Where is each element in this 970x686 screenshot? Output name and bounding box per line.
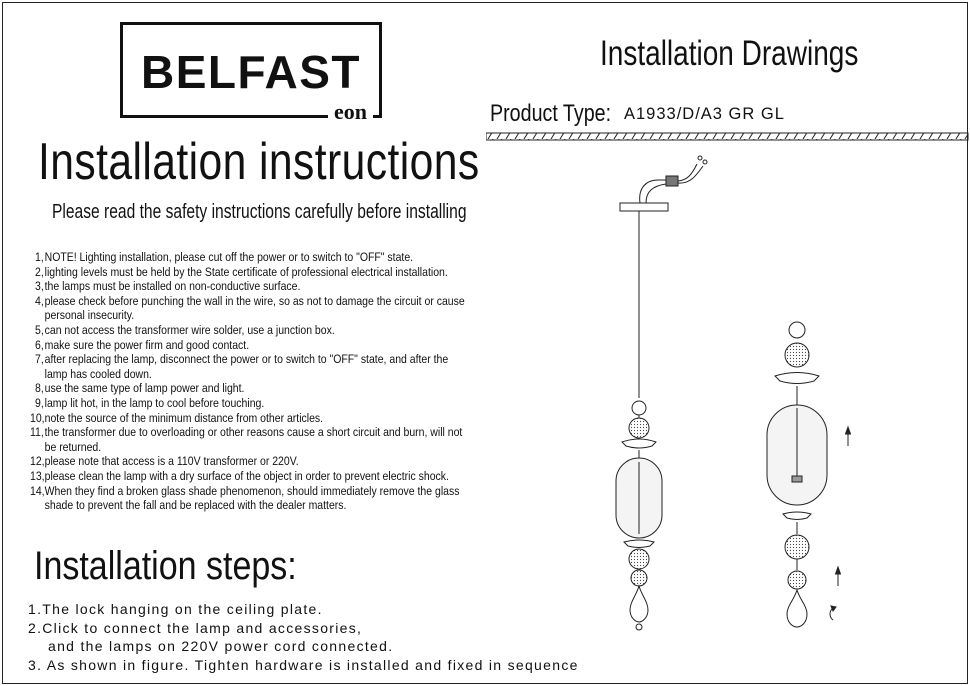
instruction-number: 14, [30,483,45,498]
instruction-item [30,279,465,294]
instruction-text: the lamps must be installed on non-conductive surface. [44,279,301,294]
instruction-number: 1, [35,250,44,264]
instruction-item [30,323,465,338]
logo-sub-wrap [328,99,373,125]
product-type [490,100,785,128]
instruction-item [30,396,465,411]
instruction-number: 10, [30,410,45,425]
instruction-text: lighting levels must be held by the State certificate of professional electrical installation. [44,264,448,279]
instruction-text: please note that access is a 110V transformer or 220V. [44,454,299,469]
page-title: Installation instructions [38,133,480,191]
instruction-item [30,250,465,265]
instruction-text: When they find a broken glass shade phenomenon, should immediately remove the glass [44,483,460,498]
instruction-text: note the source of the minimum distance from other articles. [44,410,324,425]
instruction-number: 2, [35,264,44,279]
instruction-text: make sure the power firm and good contact. [44,337,250,352]
instruction-text: lamp lit hot, in the lamp to cool before touching. [44,395,265,410]
instruction-item [30,352,465,381]
step-item: 1.The lock hanging on the ceiling plate. [28,601,323,617]
instruction-number: 9, [35,395,44,410]
instruction-item [30,381,465,396]
instruction-number: 7, [35,352,44,367]
instruction-number: 8, [35,381,44,396]
instruction-number: 5, [35,322,44,337]
instruction-text: the transformer due to overloading or other reasons cause a short circuit and burn, will not [44,425,463,440]
instruction-item [30,469,465,484]
instruction-text: after replacing the lamp, disconnect the power or to switch to "OFF" state, and after the [44,352,449,367]
steps-list [28,600,579,674]
instructions-list [30,250,465,513]
instruction-item [30,338,465,353]
instruction-text: please clean the lamp with a dry surface of the object in order to prevent electric shock. [44,468,449,483]
instruction-item [30,265,465,280]
instruction-item [30,411,465,426]
instruction-continuation: shade to prevent the fall and be replaced with the dealer matters. [44,498,347,513]
instruction-item [30,454,465,469]
instruction-item [30,294,465,323]
instruction-number: 4, [35,293,44,308]
instruction-text: please check before punching the wall in the wire, so as not to damage the circuit or cause [44,293,465,308]
product-type-value: A1933/D/A3 GR GL [624,105,785,123]
instruction-number: 13, [30,468,45,483]
instruction-number: 11, [30,425,44,440]
instruction-item [30,425,465,454]
instruction-text: can not access the transformer wire solder, use a junction box. [44,322,335,337]
brand-logo [120,22,382,124]
step-item: 2.Click to connect the lamp and accessories, [28,619,363,636]
instruction-continuation: lamp has cooled down. [44,366,152,381]
page-subtitle: Please read the safety instructions carefully before installing [52,201,467,223]
step-item: 3. As shown in figure. Tighten hardware is installed and fixed in sequence [28,656,579,673]
product-type-label: Product Type: [490,100,612,127]
instruction-number: 12, [30,454,45,469]
instruction-number: 6, [35,337,44,352]
drawings-title: Installation Drawings [600,34,859,73]
instruction-number: 3, [35,279,44,294]
instruction-text: NOTE! Lighting installation, please cut off the power or to switch to "OFF" state. [44,250,414,264]
logo-name: BELFAST [140,46,362,98]
instruction-continuation: personal insecurity. [44,308,135,323]
ceiling-line [486,131,970,143]
instruction-continuation: be returned. [44,439,102,454]
logo-sub: eon [334,99,367,124]
instruction-text: use the same type of lamp power and light. [44,381,245,396]
step-continuation: and the lamps on 220V power cord connected. [48,638,394,654]
lamp-drawing [600,150,870,640]
instruction-item [30,484,465,513]
steps-title: Installation steps: [34,544,297,588]
